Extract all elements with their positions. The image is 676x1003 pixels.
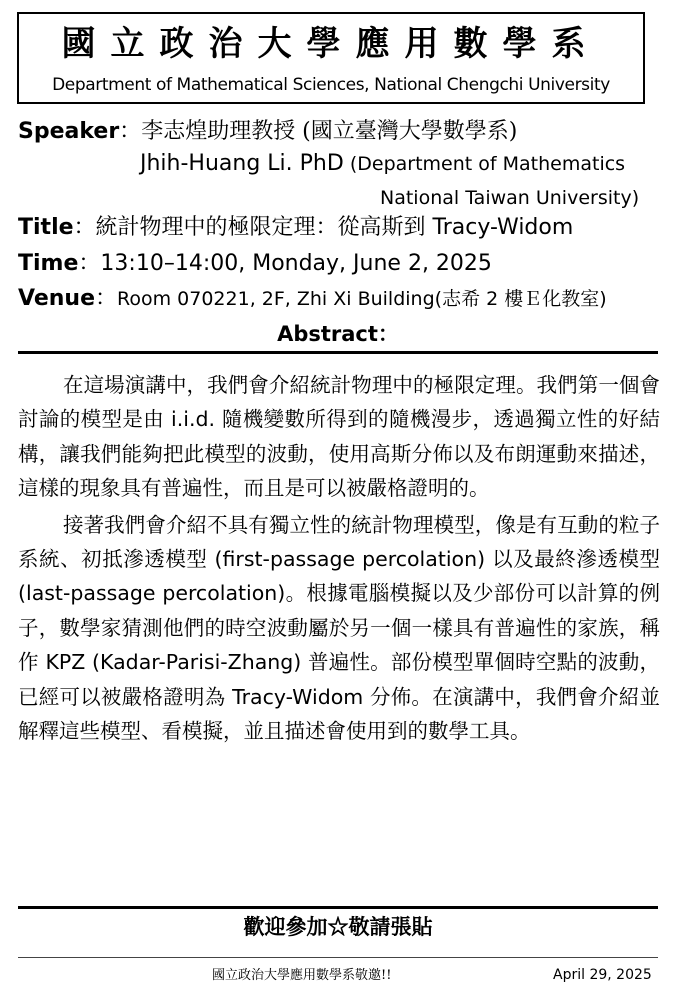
- speaker-affiliation-line1: (Department of Mathematics: [343, 153, 626, 175]
- welcome-notice: 歡迎參加☆敬請張貼: [243, 914, 433, 939]
- speaker-label: Speaker: [18, 119, 120, 144]
- speaker-affiliation-line2: National Taiwan University): [380, 187, 640, 209]
- footer-divider-bottom: [18, 957, 658, 958]
- abstract-heading: Abstract：: [277, 322, 399, 346]
- title-row: [18, 214, 573, 242]
- abstract-paragraph-2: 接著我們會介紹不具有獨立性的統計物理模型，像是有互動的粒子系統、初抵滲透模型 (first-passage percolation) 以及最終滲透模型 (last-passage percolation)。根據電腦模擬以及少部份可以計算的例子，數學家猜測他們的時空波動屬於另一個一樣具有普遍性的家族，稱作 KPZ (Kadar-Parisi-Zhang) 普遍性。部份模型單個時空點的波動，已經可以被嚴格證明為 Tracy-Widom 分佈。在演講中，我們會介紹並解釋這些模型、看模擬，並且描述會使用到的數學工具。: [18, 512, 660, 744]
- talk-title-english: Tracy-Widom: [432, 215, 574, 240]
- abstract-paragraph-1: 在這場演講中，我們會介紹統計物理中的極限定理。我們第一個會討論的模型是由 i.i.d. 隨機變數所得到的隨機漫步，透過獨立性的好結構，讓我們能夠把此模型的波動，使用高斯分佈以及布朗運動來描述，這樣的現象具有普遍性，而且是可以被嚴格證明的。: [18, 373, 660, 501]
- poster-date: April 29, 2025: [553, 967, 652, 983]
- venue-colon: ：: [95, 286, 118, 311]
- speaker-english-row: [140, 150, 625, 178]
- venue-value: Room 070221, 2F, Zhi Xi Building(志希 2 樓Ｅ化教室): [117, 288, 607, 310]
- time-label: Time: [18, 251, 79, 276]
- department-title-chinese: 國立政治大學應用數學系: [61, 24, 601, 64]
- time-row: [18, 250, 492, 278]
- talk-title-chinese: 統計物理中的極限定理：從高斯到: [95, 215, 433, 240]
- speaker-name-chinese: 李志煌助理教授 (國立臺灣大學數學系): [141, 119, 518, 144]
- abstract-divider: [18, 351, 658, 354]
- title-label: Title: [18, 215, 74, 240]
- header-banner: [17, 12, 645, 104]
- footer-divider-top: [18, 906, 658, 909]
- invitation-note: 國立政治大學應用數學系敬邀!!: [212, 968, 392, 983]
- time-value: 13:10–14:00, Monday, June 2, 2025: [100, 251, 492, 276]
- venue-label: Venue: [18, 286, 95, 311]
- abstract-body: [18, 368, 660, 748]
- speaker-name-english: Jhih-Huang Li. PhD: [140, 151, 344, 176]
- title-colon: ：: [73, 215, 96, 240]
- venue-row: [18, 285, 607, 313]
- time-colon: ：: [78, 251, 101, 276]
- speaker-row: [18, 118, 517, 146]
- department-title-english: Department of Mathematical Sciences, National Chengchi University: [52, 75, 610, 95]
- speaker-colon: ：: [119, 119, 142, 144]
